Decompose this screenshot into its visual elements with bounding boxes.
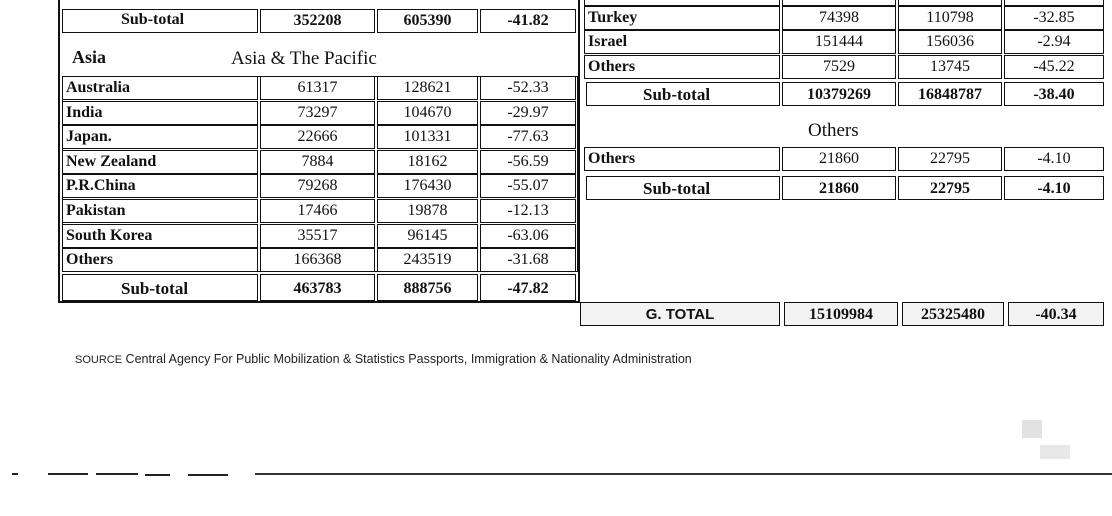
row-percent: -55.07 — [480, 174, 576, 198]
row-label: Others — [584, 147, 780, 171]
row-value-1: 21860 — [782, 147, 896, 171]
subtotal-label: Sub-total — [586, 176, 780, 200]
center-divider — [578, 0, 580, 303]
row-value-2: 22795 — [898, 147, 1002, 171]
row-label: Japan. — [62, 125, 258, 149]
row-value-1: 17466 — [260, 199, 375, 223]
row-percent: -56.59 — [480, 150, 576, 174]
subtotal-percent: -41.82 — [480, 9, 576, 33]
source-note — [75, 352, 692, 366]
row-label: Israel — [584, 30, 780, 54]
row-label: Australia — [62, 76, 258, 100]
row-label: P.R.China — [62, 174, 258, 198]
row-percent: -63.06 — [480, 224, 576, 248]
subtotal-value-1: 463783 — [260, 274, 375, 301]
row-percent: -29.97 — [480, 101, 576, 125]
subtotal-value-2: 22795 — [898, 176, 1002, 200]
row-value-2: 110798 — [898, 6, 1002, 30]
row-label: India — [62, 101, 258, 125]
subtotal-value-1: 21860 — [782, 176, 896, 200]
row-value-2: 18162 — [377, 150, 478, 174]
row-value-1: 151444 — [782, 30, 896, 54]
subtotal-percent: -4.10 — [1004, 176, 1104, 200]
subtotal-label: Sub-total — [62, 274, 258, 301]
row-label: Turkey — [584, 6, 780, 30]
row-value-1: 79268 — [260, 174, 375, 198]
left-table-bottom-border — [58, 301, 580, 303]
subtotal-value-1: 352208 — [260, 9, 375, 33]
row-value-1: 73297 — [260, 101, 375, 125]
subtotal-label: Sub-total — [62, 9, 258, 33]
row-percent: -52.33 — [480, 76, 576, 100]
grand-total-value-2: 25325480 — [902, 302, 1004, 326]
row-label: New Zealand — [62, 150, 258, 174]
row-percent: -31.68 — [480, 248, 576, 272]
row-value-1: 35517 — [260, 224, 375, 248]
grand-total-label: G. TOTAL — [580, 302, 780, 326]
row-value-2: 101331 — [377, 125, 478, 149]
subtotal-value-2: 16848787 — [898, 82, 1002, 106]
row-percent: -2.94 — [1004, 30, 1104, 54]
row-value-2: 243519 — [377, 248, 478, 272]
row-value-1: 74398 — [782, 6, 896, 30]
section-title-asia-pacific: Asia & The Pacific — [231, 48, 377, 69]
subtotal-percent: -47.82 — [480, 274, 576, 301]
grand-total-percent: -40.34 — [1008, 302, 1104, 326]
row-label: Others — [584, 55, 780, 79]
subtotal-percent: -38.40 — [1004, 82, 1104, 106]
row-label: Pakistan — [62, 199, 258, 223]
row-value-2: 96145 — [377, 224, 478, 248]
row-percent: -12.13 — [480, 199, 576, 223]
row-value-1: 7884 — [260, 150, 375, 174]
grand-total-value-1: 15109984 — [784, 302, 898, 326]
region-label-asia: Asia — [72, 47, 107, 67]
row-value-1: 166368 — [260, 248, 375, 272]
row-label: Others — [62, 248, 258, 272]
row-percent: -4.10 — [1004, 147, 1104, 171]
source-prefix: SOURCE — [75, 354, 123, 366]
row-value-2: 19878 — [377, 199, 478, 223]
left-table-border — [58, 0, 60, 303]
row-value-1: 22666 — [260, 125, 375, 149]
row-percent: -45.22 — [1004, 55, 1104, 79]
row-value-2: 13745 — [898, 55, 1002, 79]
subtotal-label: Sub-total — [586, 82, 780, 106]
row-value-2: 176430 — [377, 174, 478, 198]
row-percent: -77.63 — [480, 125, 576, 149]
row-label: South Korea — [62, 224, 258, 248]
row-value-2: 104670 — [377, 101, 478, 125]
section-title-others: Others — [808, 120, 859, 141]
row-value-1: 61317 — [260, 76, 375, 100]
subtotal-value-1: 10379269 — [782, 82, 896, 106]
subtotal-value-2: 888756 — [377, 274, 478, 301]
row-percent: -32.85 — [1004, 6, 1104, 30]
row-value-1: 7529 — [782, 55, 896, 79]
subtotal-value-2: 605390 — [377, 9, 478, 33]
source-text: Central Agency For Public Mobilization & Statistics Passports, Immigration & Nationality Administration — [125, 352, 692, 366]
row-value-2: 156036 — [898, 30, 1002, 54]
row-value-2: 128621 — [377, 76, 478, 100]
